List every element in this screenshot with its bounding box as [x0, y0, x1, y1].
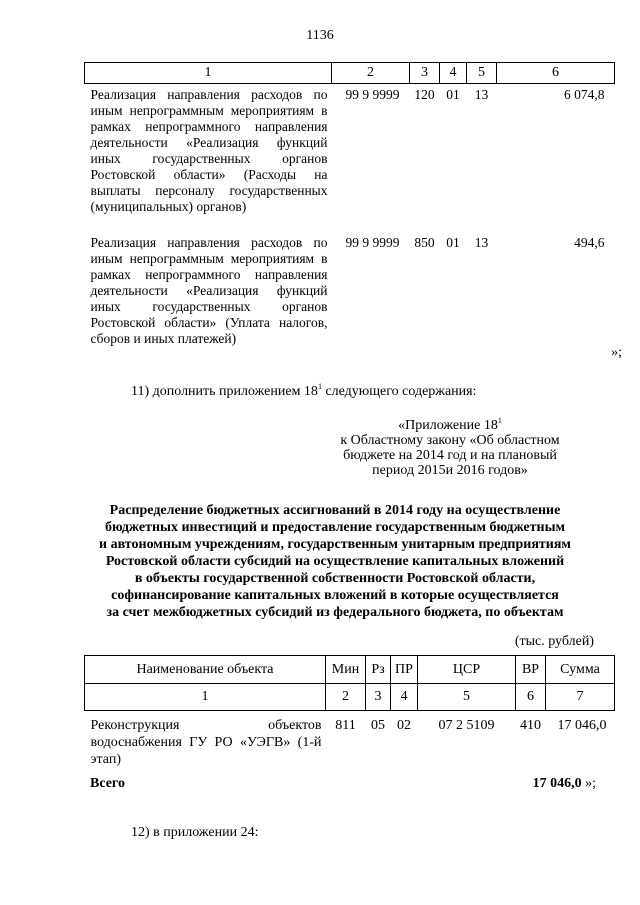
table-header-row	[85, 63, 615, 84]
column-number: 6	[516, 684, 546, 711]
appendix-line: к Областному закону «Об областном	[340, 433, 560, 448]
row-rz: 01	[446, 87, 460, 102]
item-11-text: 11) дополнить приложением 18	[131, 384, 318, 399]
row-vr: 120	[414, 87, 435, 102]
units-label: (тыс. рублей)	[514, 634, 594, 649]
column-header: 3	[410, 63, 440, 84]
appendix-heading	[330, 413, 570, 478]
appendix-line: «Приложение $18^1$	[398, 416, 502, 433]
item-11	[131, 382, 476, 400]
appendix-line: бюджете на 2014 год и на плановый	[343, 448, 557, 463]
title-line: и автономным учреждениям, государственным унитарным предприятиям	[99, 537, 571, 552]
object-pr: 02	[397, 718, 411, 733]
total-closing: »;	[581, 776, 596, 791]
table-row	[85, 232, 615, 347]
object-min: 811	[335, 718, 356, 733]
item-11-text-after: следующего содержания:	[321, 384, 477, 399]
object-sum: 17 046,0	[557, 718, 607, 733]
column-header: Рз	[366, 656, 391, 684]
column-header: Мин	[326, 656, 366, 684]
row-sum: 6 074,8	[564, 87, 605, 102]
row-pr: 13	[474, 87, 489, 102]
appendix-line: период 2015и 2016 годов»	[372, 463, 528, 478]
row-csr: 99 9 9999	[345, 87, 400, 102]
row-name: Реализация направления расходов по иным непрограммным мероприятиям в рамках непрограммного направления деятельности «Реализация функций иных государственных органов Ростовской области» (Уплата налогов, сборов и иных платежей)	[90, 235, 328, 346]
column-header: 6	[497, 63, 615, 84]
total-value	[533, 776, 596, 792]
title-line: Ростовской области субсидий на осуществление капитальных вложений	[105, 554, 565, 569]
column-header: 2	[332, 63, 410, 84]
table-row	[85, 84, 615, 233]
title-line: Распределение бюджетных ассигнований в 2014 году на осуществление	[109, 503, 561, 518]
column-header: ЦСР	[418, 656, 516, 684]
expenses-table	[84, 62, 615, 347]
column-number: 5	[418, 684, 516, 711]
row-vr: 850	[414, 235, 435, 250]
total-label: Всего	[90, 776, 125, 791]
column-header: 5	[467, 63, 497, 84]
column-header: ПР	[391, 656, 418, 684]
title-line: бюджетных инвестиций и предоставление государственным бюджетным	[104, 520, 566, 535]
column-number: 2	[326, 684, 366, 711]
table-header-row	[85, 656, 615, 684]
item-11-superscript: 1	[317, 382, 322, 391]
object-name: Реконструкция объектов водоснабжения ГУ РО «УЭГВ» (1-й этап)	[90, 718, 322, 767]
appendix-superscript: 1	[497, 416, 502, 425]
document-title	[70, 502, 600, 621]
column-number: 3	[366, 684, 391, 711]
object-csr: 07 2 5109	[438, 718, 495, 733]
column-number: 4	[391, 684, 418, 711]
page-number: 1136	[306, 28, 334, 43]
column-header: Сумма	[546, 656, 615, 684]
table-row	[85, 711, 615, 769]
row-sum: 494,6	[574, 235, 605, 250]
title-line: за счет межбюджетных субсидий из федерального бюджета, по объектам	[106, 605, 564, 620]
title-line: софинансирование капитальных вложений в которые осуществляется	[111, 588, 559, 603]
total-amount: 17 046,0	[532, 776, 582, 791]
row-csr: 99 9 9999	[345, 235, 400, 250]
column-header: 1	[85, 63, 332, 84]
column-header: 4	[440, 63, 467, 84]
column-header: Наименование объекта	[85, 656, 326, 684]
table-number-row	[85, 684, 615, 711]
object-vr: 410	[520, 718, 541, 733]
closing-quote: »;	[611, 345, 622, 360]
objects-table	[84, 655, 615, 768]
row-pr: 13	[474, 235, 489, 250]
title-line: в объекты государственной собственности Ростовской области,	[134, 571, 536, 586]
object-rz: 05	[371, 718, 385, 733]
column-number: 1	[85, 684, 326, 711]
item-12: 12) в приложении 24:	[131, 825, 259, 840]
column-number: 7	[546, 684, 615, 711]
column-header: ВР	[516, 656, 546, 684]
row-rz: 01	[446, 235, 460, 250]
row-name: Реализация направления расходов по иным непрограммным мероприятиям в рамках непрограммного направления деятельности «Реализация функций иных государственных органов Ростовской области» (Расходы на выплаты персоналу государственных (муниципальных) органов)	[90, 87, 328, 214]
